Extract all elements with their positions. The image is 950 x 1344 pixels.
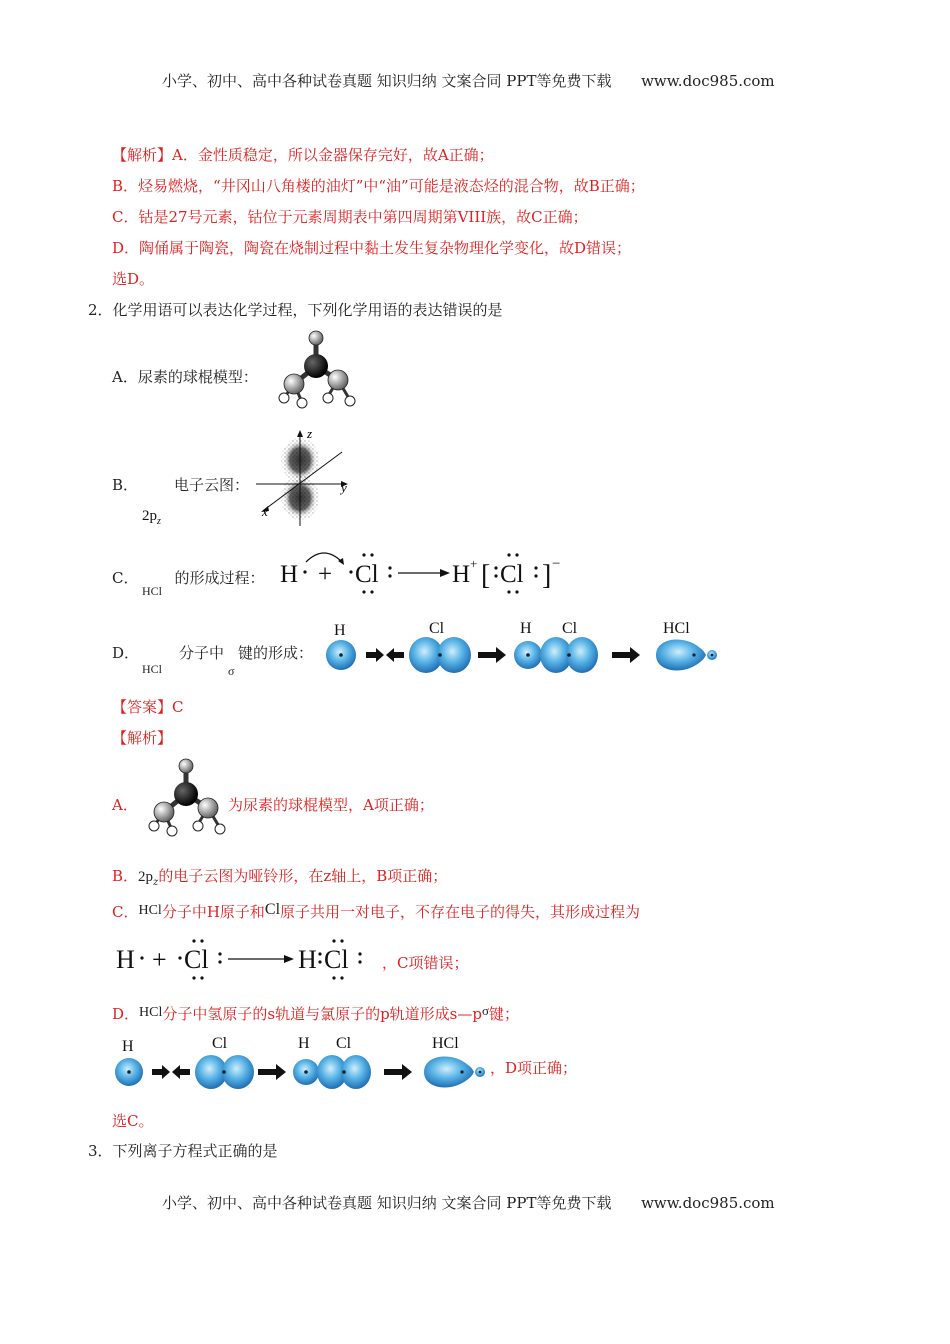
q2-option-d-text2: 键的形成：: [238, 644, 314, 662]
eq-cl: Cl: [355, 561, 379, 588]
electron-cloud-2pz: [252, 428, 362, 528]
q1-analysis-c: C．钴是27号元素，钴位于元素周期表中第四周期第VIII族，故C正确；: [112, 208, 588, 226]
eq-plus-sup: +: [470, 556, 478, 571]
q2-stem: 2．化学用语可以表达化学过程，下列化学用语的表达错误的是: [88, 301, 503, 319]
analysis-c-end: ，C项错误；: [382, 954, 469, 972]
answer-tag: 【答案】: [112, 698, 173, 716]
hcl-covalent-formation-equation: [116, 934, 386, 984]
analysis-b-z: z: [153, 877, 159, 888]
q2-option-b: [112, 474, 249, 495]
header-site: www.doc985.com: [641, 72, 775, 90]
q1-analysis-d: D．陶俑属于陶瓷，陶瓷在烧制过程中黏土发生复杂物理化学变化，故D错误；: [112, 239, 632, 257]
analysis-tag: 【解析】: [112, 729, 173, 747]
eq-h-ion: H: [452, 561, 471, 588]
header-text: 小学、初中、高中各种试卷真题 知识归纳 文案合同 PPT等免费下载: [162, 72, 612, 90]
orb-cl-label: Cl: [429, 620, 445, 637]
q1-analysis-tag: 【解析】: [112, 146, 173, 164]
q2-option-c: [112, 567, 265, 588]
orb2-hcl-label: HCl: [432, 1035, 459, 1052]
sigma-bond-formation-diagram: [320, 617, 730, 679]
q2-option-c-label: C．: [112, 569, 139, 587]
analysis-c-text1: 分子中H原子和: [161, 903, 265, 921]
analysis-d-end: ，D项正确；: [490, 1059, 578, 1077]
analysis-c-label: C．: [112, 903, 139, 921]
page-header: [162, 70, 775, 91]
footer-site: www.doc985.com: [641, 1194, 775, 1212]
orb2-cl-label: Cl: [212, 1035, 228, 1052]
analysis-d-sigma: σ: [481, 1003, 489, 1018]
svg-text:]: ]: [542, 560, 552, 591]
eq-cl-ion: Cl: [500, 561, 524, 588]
analysis-choose: 选C。: [112, 1112, 154, 1130]
answer: [112, 696, 184, 717]
analysis-d-hcl: HCl: [139, 1005, 163, 1020]
footer-text: 小学、初中、高中各种试卷真题 知识归纳 文案合同 PPT等免费下载: [162, 1194, 612, 1212]
q2-option-d: [112, 642, 313, 663]
analysis-c: [112, 901, 640, 922]
analysis-c-hcl: HCl: [138, 903, 162, 918]
eq2-h-product: H: [298, 945, 317, 974]
q2-b-orbital-2pz: [142, 508, 161, 527]
axis-z-label: z: [307, 426, 313, 441]
urea-ball-stick-model: [272, 330, 362, 410]
q2-option-a: A．尿素的球棍模型：: [112, 368, 258, 386]
orb-h-label: H: [334, 622, 346, 639]
analysis-b-2p: 2p: [138, 869, 154, 885]
hcl-ionic-formation-equation: [280, 548, 580, 598]
q1-choose: 选D。: [112, 270, 155, 288]
analysis-d: [112, 1003, 519, 1024]
analysis-b-text: 的电子云图为哑铃形，在z轴上，B项正确；: [158, 867, 448, 885]
q2-d-sigma: σ: [228, 664, 235, 678]
q1-analysis-a-text: A．金性质稳定，所以金器保存完好，故A正确；: [172, 146, 494, 164]
q2-option-d-text1: 分子中: [179, 644, 225, 662]
axis-y-label: y: [341, 480, 347, 495]
orb2-h2-label: H: [298, 1035, 310, 1052]
q2-b-2p: 2p: [142, 508, 157, 524]
orb-h2-label: H: [520, 620, 532, 637]
svg-text:[: [: [481, 560, 491, 591]
eq-plus: +: [318, 561, 333, 588]
urea-ball-stick-model-analysis: [142, 758, 232, 838]
analysis-a-text: 为尿素的球棍模型，A项正确；: [228, 796, 434, 814]
axis-x-label: x: [262, 504, 268, 519]
eq2-cl-product: Cl: [324, 945, 349, 974]
eq2-cl: Cl: [184, 945, 209, 974]
eq-h: H: [280, 561, 299, 588]
analysis-c-text2: 原子共用一对电子，不存在电子的得失，其形成过程为: [280, 903, 641, 921]
orb-cl2-label: Cl: [562, 620, 578, 637]
q2-option-c-text: 的形成过程：: [174, 569, 265, 587]
analysis-d-label: D．: [112, 1005, 140, 1023]
q1-analysis-a: [112, 144, 494, 165]
eq-minus-sup: −: [552, 556, 561, 572]
q1-analysis-b: B．烃易燃烧，“井冈山八角楼的油灯”中“油”可能是液态烃的混合物，故B正确；: [112, 177, 645, 195]
q2-option-b-label: B．: [112, 476, 139, 494]
page-footer: [162, 1192, 775, 1213]
analysis-a-label: A．: [112, 796, 138, 814]
analysis-b-label: B．: [112, 867, 139, 885]
q2-d-hcl: HCl: [142, 662, 163, 676]
analysis-d-text2: 键；: [489, 1005, 520, 1023]
analysis-b: [112, 865, 447, 888]
q3-stem: 3．下列离子方程式正确的是: [88, 1142, 278, 1160]
eq2-h: H: [116, 945, 135, 974]
q2-option-b-text: 电子云图：: [174, 476, 250, 494]
orb-hcl-label: HCl: [663, 620, 690, 637]
q2-c-hcl: HCl: [142, 584, 163, 598]
orb2-cl2-label: Cl: [336, 1035, 352, 1052]
q2-b-z: z: [157, 516, 161, 527]
sigma-bond-formation-diagram-analysis: [110, 1034, 510, 1094]
q2-option-d-label: D．: [112, 644, 140, 662]
answer-value: C: [172, 698, 184, 716]
eq2-plus: +: [152, 945, 167, 974]
analysis-c-cl: Cl: [264, 901, 281, 918]
orb2-h-label: H: [122, 1038, 134, 1055]
analysis-d-text1: 分子中氢原子的s轨道与氯原子的p轨道形成s—p: [162, 1005, 482, 1023]
